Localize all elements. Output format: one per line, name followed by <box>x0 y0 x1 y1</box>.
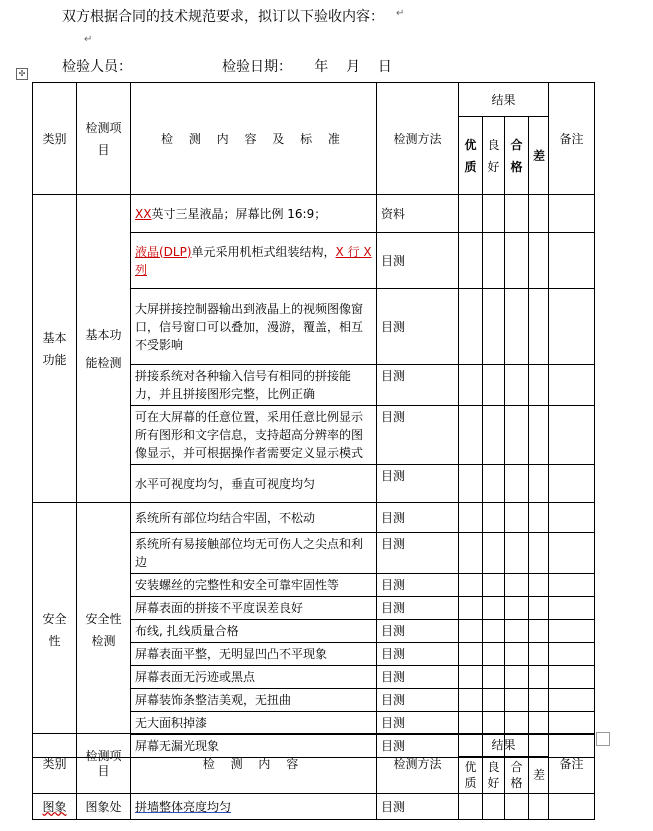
header2-method: 检测方法 <box>377 734 459 794</box>
image-item: 图象处 <box>77 794 131 820</box>
method-cell: 资料 <box>377 195 459 233</box>
method-cell: 目测 <box>377 574 459 597</box>
header-method: 检测方法 <box>377 83 459 195</box>
header-item: 检测项目 <box>77 83 131 195</box>
content-cell: 布线, 扎线质量合格 <box>131 620 377 643</box>
content-cell: 系统所有部位均结合牢固，不松动 <box>131 503 377 533</box>
header2-category: 类别 <box>33 734 77 794</box>
content-cell: 安装螺丝的完整性和安全可靠牢固性等 <box>131 574 377 597</box>
grade2-excellent: 优质 <box>459 757 483 794</box>
basic-item: 基本功能检测 <box>77 195 131 503</box>
content-cell: 大屏拼接控制器输出到液晶上的视频图像窗口，信号窗口可以叠加，漫游，覆盖，相互不受影响 <box>131 289 377 365</box>
basic-category: 基本功能 <box>33 195 77 503</box>
method-cell: 目测 <box>377 643 459 666</box>
method-cell: 目测 <box>377 689 459 712</box>
content-cell: 系统所有易接触部位均无可伤人之尖点和利边 <box>131 533 377 574</box>
grade-pass: 合格 <box>505 117 529 195</box>
inspector-label: 检验人员： <box>62 59 132 75</box>
header2-result: 结果 <box>459 734 549 757</box>
method-cell: 目测 <box>377 712 459 735</box>
method-cell: 目测 <box>377 735 459 758</box>
grade2-pass: 合格 <box>505 757 529 794</box>
content-cell: 无大面积掉漆 <box>131 712 377 735</box>
method-cell: 目测 <box>377 794 459 820</box>
method-cell: 目测 <box>377 233 459 289</box>
method-cell: 目测 <box>377 666 459 689</box>
safety-item: 安全性检测 <box>77 503 131 758</box>
method-cell: 目测 <box>377 289 459 365</box>
acceptance-table <box>32 82 595 758</box>
table-corner-icon <box>596 732 610 746</box>
method-cell: 目测 <box>377 597 459 620</box>
content-cell: 屏幕表面的拼接不平度误差良好 <box>131 597 377 620</box>
grade-poor: 差 <box>529 117 549 195</box>
grade2-poor: 差 <box>529 757 549 794</box>
content-cell: 屏幕无漏光现象 <box>131 735 377 758</box>
date-label: 检验日期： 年 月 日 <box>222 59 392 75</box>
image-category: 图象 <box>33 794 77 820</box>
method-cell: 目测 <box>377 406 459 465</box>
content-cell: 可在大屏幕的任意位置，采用任意比例显示所有图形和文字信息，支持超高分辨率的图像显示，并可根据操作者需要定义显示模式 <box>131 406 377 465</box>
header-remarks: 备注 <box>549 83 595 195</box>
header2-item: 检测项目 <box>77 734 131 794</box>
content-cell: 屏幕装饰条整洁美观，无扭曲 <box>131 689 377 712</box>
method-cell: 目测 <box>377 620 459 643</box>
table-move-handle-icon[interactable]: ✣ <box>16 68 28 80</box>
header-content: 检 测 内 容 及 标 准 <box>131 83 377 195</box>
intro-text: 双方根据合同的技术规范要求，拟订以下验收内容： <box>62 9 384 25</box>
header2-remarks: 备注 <box>549 734 595 794</box>
header-category: 类别 <box>33 83 77 195</box>
method-cell: 目测 <box>377 465 459 503</box>
method-cell: 目测 <box>377 365 459 406</box>
content-cell: 水平可视度均匀，垂直可视度均匀 <box>131 465 377 503</box>
content-cell: 液晶(DLP)单元采用机柜式组装结构，X 行 X 列 <box>131 233 377 289</box>
content-cell: XX英寸三星液晶；屏幕比例 16:9； <box>131 195 377 233</box>
method-cell: 目测 <box>377 503 459 533</box>
content-cell: 屏幕表面无污迹或黑点 <box>131 666 377 689</box>
grade-excellent: 优质 <box>459 117 483 195</box>
grade2-good: 良好 <box>483 757 505 794</box>
method-cell: 目测 <box>377 533 459 574</box>
header2-content: 检 测 内 容 <box>131 734 377 794</box>
content-cell: 拼墙整体亮度均匀 <box>131 794 377 820</box>
safety-category: 安全性 <box>33 503 77 758</box>
content-cell: 拼接系统对各种输入信号有相同的拼接能力，并且拼接图形完整，比例正确 <box>131 365 377 406</box>
content-cell: 屏幕表面平整，无明显凹凸不平现象 <box>131 643 377 666</box>
image-table <box>32 733 595 820</box>
grade-good: 良好 <box>483 117 505 195</box>
header-result: 结果 <box>459 83 549 117</box>
